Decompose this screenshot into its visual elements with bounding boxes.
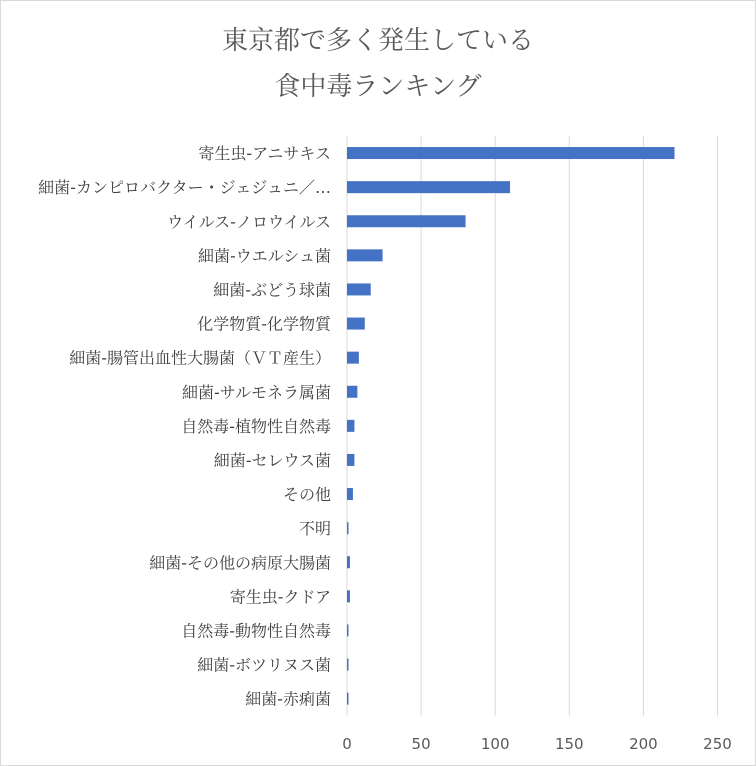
x-tick-label: 50 <box>411 735 431 753</box>
bar <box>347 386 357 398</box>
category-label: 細菌-ぶどう球菌 <box>213 280 331 300</box>
category-label: 自然毒-動物性自然毒 <box>181 621 331 641</box>
x-tick-label: 200 <box>629 735 658 753</box>
bar <box>347 283 371 295</box>
category-label: 寄生虫-アニサキス <box>198 144 331 164</box>
category-label: ウイルス-ノロウイルス <box>167 212 331 232</box>
category-label: 細菌-赤痢菌 <box>245 689 331 709</box>
bar <box>347 249 383 261</box>
bar <box>347 147 675 159</box>
bar <box>347 318 365 330</box>
chart-title-line-1: 東京都で多く発生している <box>221 26 534 56</box>
category-label: 化学物質-化学物質 <box>197 314 331 334</box>
bar <box>347 624 349 636</box>
bar <box>347 522 349 534</box>
x-tick-label: 250 <box>703 735 732 753</box>
bar <box>347 181 510 193</box>
bar <box>347 352 359 364</box>
x-tick-label: 100 <box>480 735 510 753</box>
category-label: 自然毒-植物性自然毒 <box>181 416 331 436</box>
category-label: 寄生虫-クドア <box>229 587 331 607</box>
category-label: その他 <box>282 485 331 505</box>
category-label: 細菌-腸管出血性大腸菌（ＶＴ産生） <box>69 348 331 368</box>
category-label: 細菌-サルモネラ属菌 <box>182 382 331 402</box>
bar <box>347 693 349 705</box>
category-label: 細菌-ウエルシュ菌 <box>197 246 331 266</box>
bar <box>347 454 354 466</box>
category-label: 細菌-その他の病原大腸菌 <box>149 553 331 573</box>
bar <box>347 215 466 227</box>
x-tick-label: 150 <box>554 735 584 753</box>
category-label: 不明 <box>298 519 331 539</box>
bar <box>347 590 350 602</box>
x-tick-label: 0 <box>342 735 352 753</box>
category-label: 細菌-セレウス菌 <box>213 450 331 470</box>
bar <box>347 420 354 432</box>
bar <box>347 488 353 500</box>
bar <box>347 659 349 671</box>
category-label: 細菌-カンピロバクター・ジェジュニ／… <box>38 178 331 198</box>
bar <box>347 556 350 568</box>
chart-title-line-2: 食中毒ランキング <box>274 72 482 102</box>
category-label: 細菌-ボツリヌス菌 <box>197 655 331 675</box>
